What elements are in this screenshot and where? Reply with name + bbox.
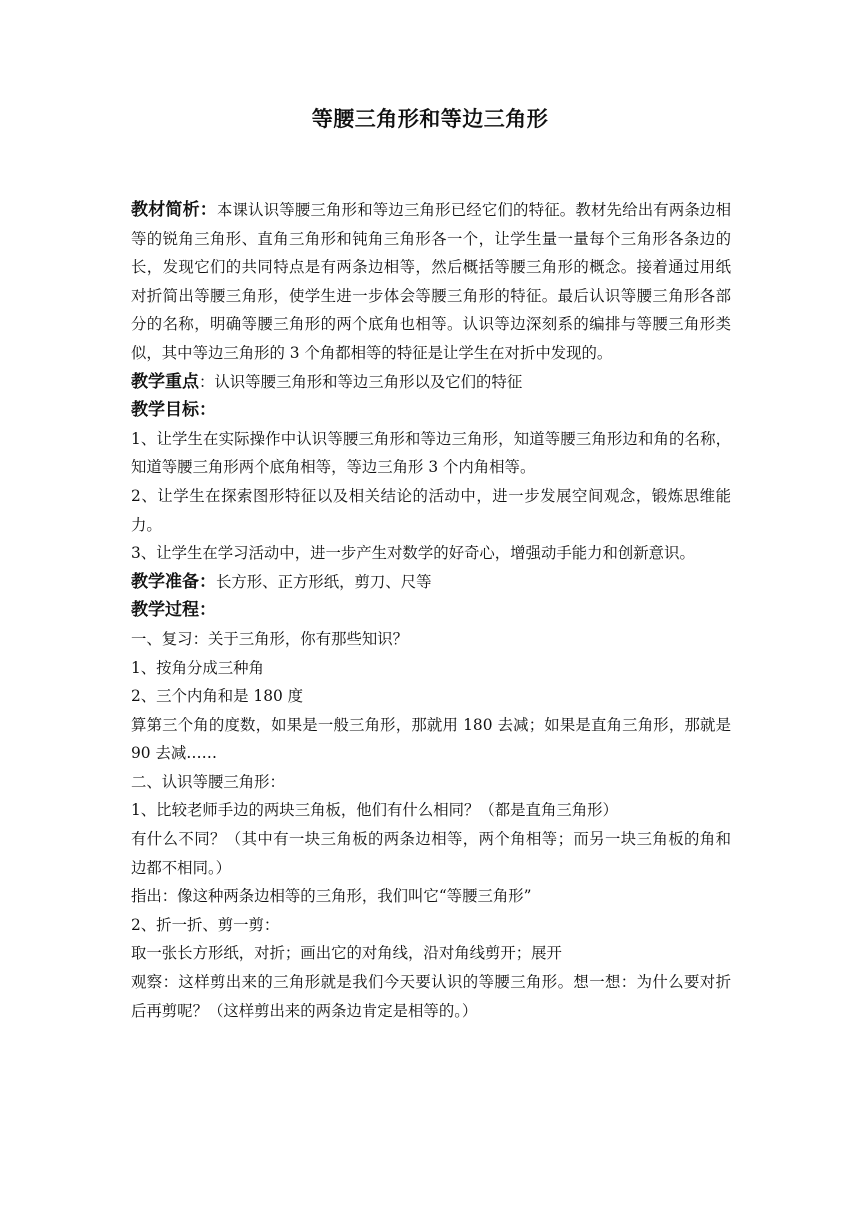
analysis-label: 教材简析： — [131, 200, 217, 220]
process-line: 观察：这样剪出来的三角形就是我们今天要认识的等腰三角形。想一想：为什么要对折后再剪呢？（这样剪出来的两条边肯定是相等的。） — [131, 973, 731, 1020]
objective-item-3: 3、让学生在学习活动中，进一步产生对数学的好奇心，增强动手能力和创新意识。 — [131, 544, 695, 563]
preparation-paragraph — [131, 568, 731, 597]
process-line: 二、认识等腰三角形： — [131, 772, 285, 791]
objective-item-1: 1、让学生在实际操作中认识等腰三角形和等边三角形，知道等腰三角形边和角的名称，知道等腰三角形两个底角相等，等边三角形 3 个内角相等。 — [131, 429, 731, 477]
preparation-label: 教学准备： — [131, 571, 216, 592]
process-line: 2、折一折、剪一剪： — [131, 915, 280, 934]
process-line: 2、三个内角和是 180 度 — [131, 687, 304, 706]
analysis-text: 本课认识等腰三角形和等边三角形已经它们的特征。教材先给出有两条边相等的锐角三角形、直角三角形和钝角三角形各一个，让学生量一量每个三角形各条边的长，发现它们的共同特点是有两条边相等，然后概括等腰三角形的概念。接着通过用纸对折简出等腰三角形，使学生进一步体会等腰三角形的特征。最后认识等腰三角形各部分的名称，明确等腰三角形的两个底角也相等。认识等边深刻系的编排与等腰三角形类似，其中等边三角形的 3 个角都相等的特征是让学生在对折中发现的。 — [131, 201, 731, 362]
process-line: 一、复习：关于三角形，你有那些知识？ — [131, 629, 409, 648]
objective-item-2: 2、让学生在探索图形特征以及相关结论的活动中，进一步发展空间观念，锻炼思维能力。 — [131, 486, 731, 534]
document-body — [131, 196, 731, 1025]
process-line: 1、比较老师手边的两块三角板，他们有什么相同？（都是直角三角形） — [131, 801, 618, 820]
preparation-text: 长方形、正方形纸，剪刀、尺等 — [216, 572, 432, 591]
objectives-heading: 教学目标： — [131, 400, 216, 421]
document-title: 等腰三角形和等边三角形 — [311, 107, 549, 131]
key-point-paragraph — [131, 368, 731, 397]
process-line: 取一张长方形纸，对折；画出它的对角线，沿对角线剪开；展开 — [131, 944, 562, 963]
analysis-paragraph — [131, 196, 731, 368]
key-point-text: ：认识等腰三角形和等边三角形以及它们的特征 — [199, 372, 523, 391]
process-line: 1、按角分成三种角 — [131, 658, 264, 677]
process-line: 算第三个角的度数，如果是一般三角形，那就用 180 去减；如果是直角三角形，那就是 90 去减…… — [131, 715, 731, 763]
key-point-label: 教学重点 — [131, 371, 199, 392]
process-heading: 教学过程： — [131, 600, 216, 621]
process-line: 指出：像这种两条边相等的三角形，我们叫它“等腰三角形” — [131, 887, 532, 906]
process-line: 有什么不同？（其中有一块三角板的两条边相等，两个角相等；而另一块三角板的角和边都不相同。） — [131, 830, 731, 877]
